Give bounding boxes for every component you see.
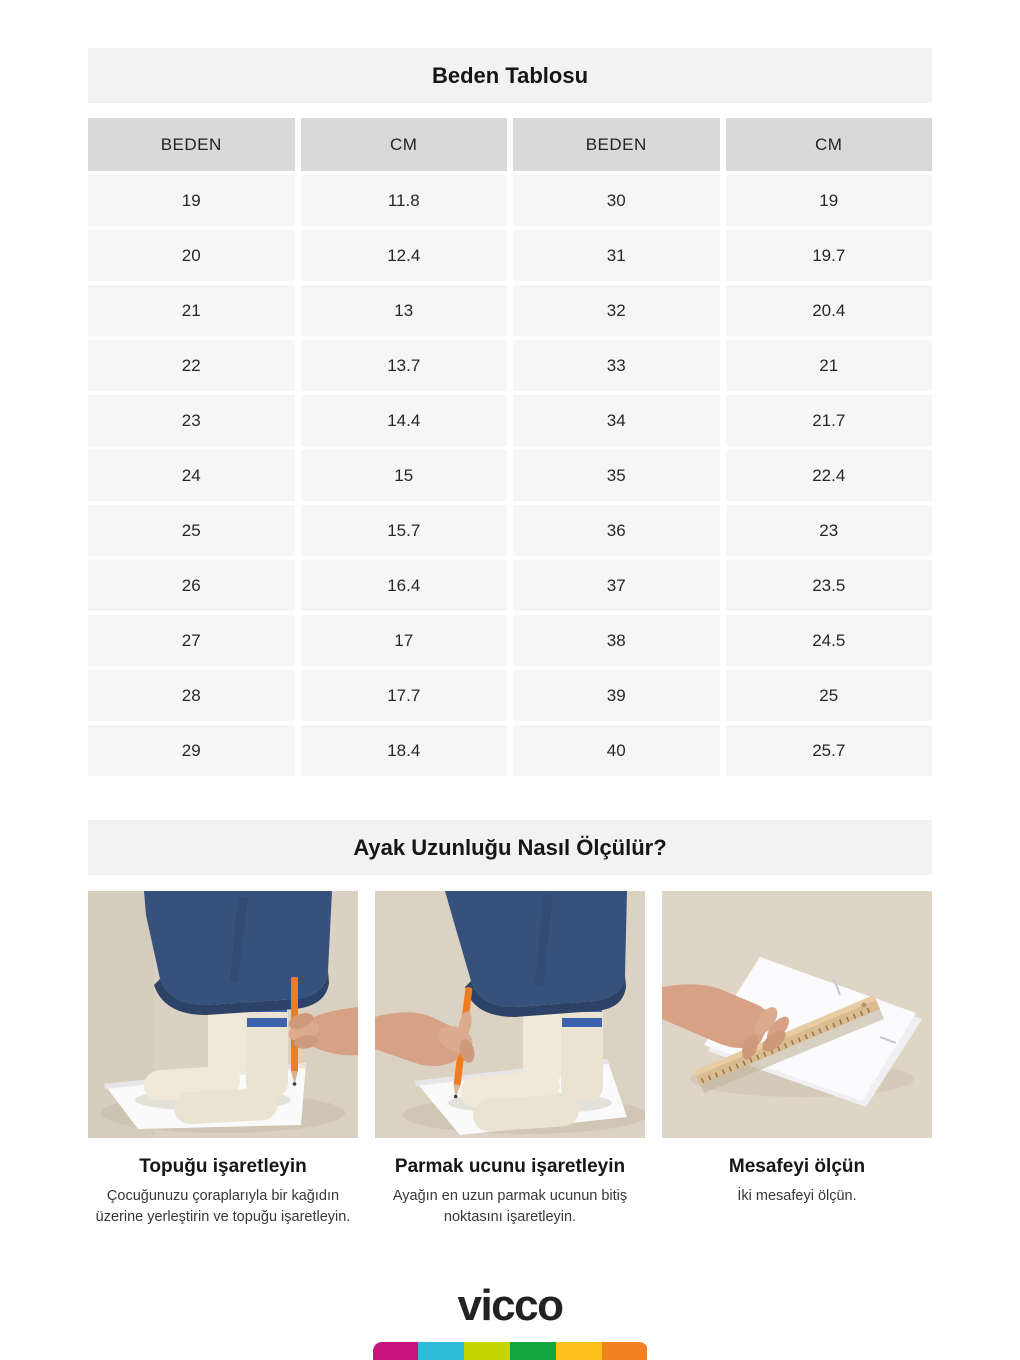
step-title: Mesafeyi ölçün <box>728 1156 866 1177</box>
size-cell: 21.7 <box>726 395 933 446</box>
heel-marking-illustration <box>88 891 358 1138</box>
size-cell: 39 <box>513 670 720 721</box>
size-cell: 33 <box>513 340 720 391</box>
size-table <box>88 118 932 776</box>
ruler-measuring-illustration <box>662 891 932 1138</box>
size-cell: 34 <box>513 395 720 446</box>
size-cell: 37 <box>513 560 720 611</box>
brand-bar-segment <box>556 1342 602 1360</box>
size-cell: 13 <box>301 285 508 336</box>
size-cell: 15 <box>301 450 508 501</box>
step-description: İki mesafeyi ölçün. <box>737 1188 857 1204</box>
step-description: Ayağın en uzun parmak ucunun bitiş noktasını işaretleyin. <box>392 1188 628 1226</box>
size-cell: 24 <box>88 450 295 501</box>
size-chart-title: Beden Tablosu <box>431 62 589 88</box>
measure-step-captions <box>88 1156 932 1228</box>
size-cell: 19 <box>726 175 933 226</box>
step-caption-toe <box>375 1156 645 1228</box>
size-cell: 25 <box>726 670 933 721</box>
jeans <box>144 891 332 1015</box>
size-cell: 21 <box>726 340 933 391</box>
brand-bar-segment <box>418 1342 464 1360</box>
measure-step-photos <box>88 891 932 1138</box>
brand-bar-segment <box>510 1342 556 1360</box>
heel-marking-photo <box>88 891 358 1138</box>
size-cell: 23.5 <box>726 560 933 611</box>
measure-section-banner <box>88 820 932 875</box>
brand-bar-segment <box>464 1342 510 1360</box>
size-cell: 23 <box>726 505 933 556</box>
size-cell: 36 <box>513 505 720 556</box>
step-title: Parmak ucunu işaretleyin <box>394 1156 626 1177</box>
size-cell: 21 <box>88 285 295 336</box>
size-cell: 30 <box>513 175 720 226</box>
size-cell: 15.7 <box>301 505 508 556</box>
size-cell: 31 <box>513 230 720 281</box>
brand-bar-segment <box>373 1342 419 1360</box>
footer <box>88 1281 932 1360</box>
size-cell: 17.7 <box>301 670 508 721</box>
size-cell: 18.4 <box>301 725 508 776</box>
size-cell: 24.5 <box>726 615 933 666</box>
step-caption-ruler <box>662 1156 932 1228</box>
toe-marking-photo <box>375 891 645 1138</box>
brand-color-bar <box>373 1342 648 1360</box>
size-cell: 19.7 <box>726 230 933 281</box>
ruler-measuring-photo <box>662 891 932 1138</box>
size-cell: 12.4 <box>301 230 508 281</box>
size-cell: 20.4 <box>726 285 933 336</box>
size-cell: 22.4 <box>726 450 933 501</box>
size-cell: 16.4 <box>301 560 508 611</box>
step-caption-heel <box>88 1156 358 1228</box>
size-cell: 13.7 <box>301 340 508 391</box>
step-description: Çocuğunuzu çoraplarıyla bir kağıdın üzerine yerleştirin ve topuğu işaretleyin. <box>95 1188 351 1226</box>
size-cell: 32 <box>513 285 720 336</box>
size-column-header: BEDEN <box>88 118 295 171</box>
size-column-header: BEDEN <box>513 118 720 171</box>
size-cell: 19 <box>88 175 295 226</box>
size-cell: 25 <box>88 505 295 556</box>
size-cell: 14.4 <box>301 395 508 446</box>
size-cell: 35 <box>513 450 720 501</box>
size-cell: 38 <box>513 615 720 666</box>
size-chart-title-banner <box>88 48 932 103</box>
jeans <box>445 891 627 1017</box>
measure-section-title: Ayak Uzunluğu Nasıl Ölçülür? <box>353 834 667 860</box>
size-column-header: CM <box>301 118 508 171</box>
size-cell: 27 <box>88 615 295 666</box>
size-cell: 26 <box>88 560 295 611</box>
size-cell: 28 <box>88 670 295 721</box>
size-cell: 11.8 <box>301 175 508 226</box>
size-cell: 40 <box>513 725 720 776</box>
size-column-header: CM <box>726 118 933 171</box>
size-cell: 23 <box>88 395 295 446</box>
size-cell: 20 <box>88 230 295 281</box>
size-cell: 22 <box>88 340 295 391</box>
brand-bar-segment <box>602 1342 648 1360</box>
size-cell: 25.7 <box>726 725 933 776</box>
vicco-logo: vicco <box>457 1281 563 1331</box>
size-cell: 17 <box>301 615 508 666</box>
toe-marking-illustration <box>375 891 645 1138</box>
size-cell: 29 <box>88 725 295 776</box>
size-guide-page <box>88 0 932 1360</box>
step-title: Topuğu işaretleyin <box>139 1156 307 1177</box>
